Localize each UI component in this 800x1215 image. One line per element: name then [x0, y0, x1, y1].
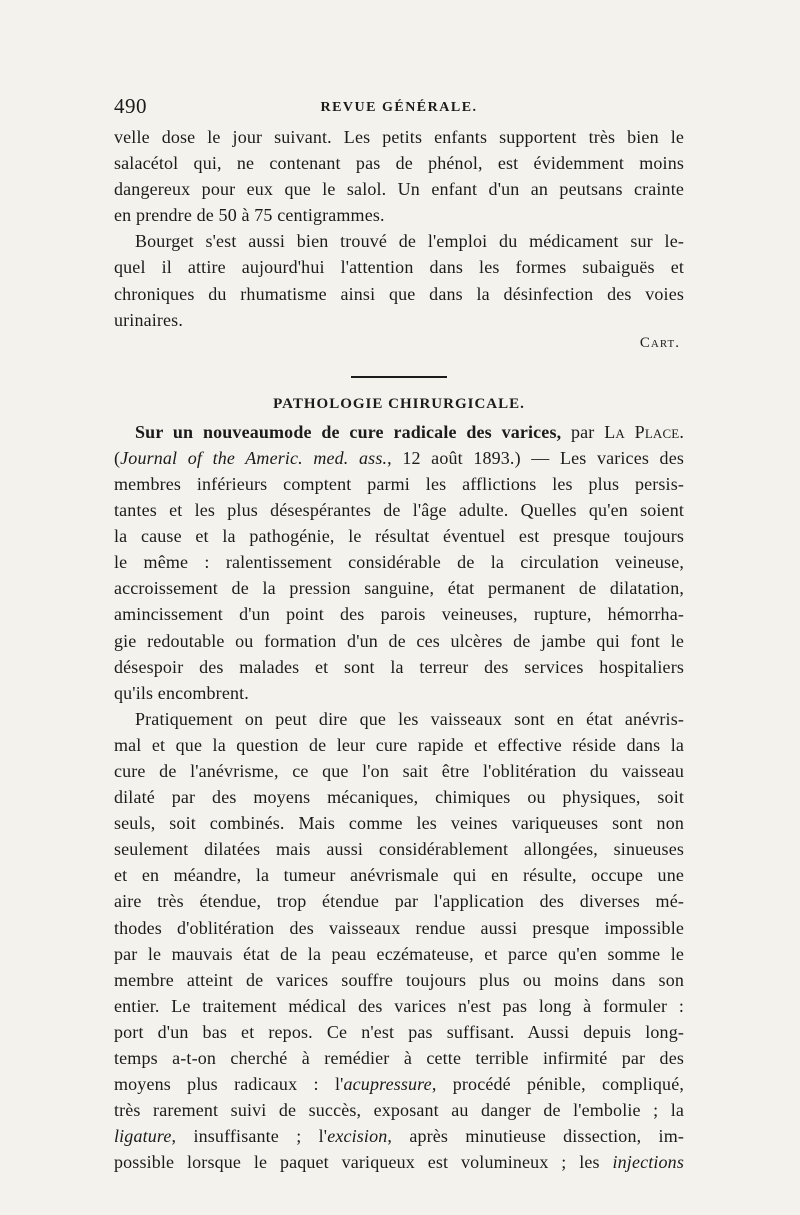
- text-line: qu'ils encombrent.: [114, 682, 249, 703]
- text-line: cure de l'anévrisme, ce que l'on sait être l'oblitération du vaisseau: [114, 760, 684, 781]
- paragraph-continued: [114, 124, 684, 228]
- text-line: la cause et la pathogénie, le résultat éventuel est presque toujours: [114, 526, 684, 547]
- journal-open-paren: (: [114, 447, 121, 468]
- byline-connector: par: [561, 421, 605, 442]
- journal-date: , 12 août 1893.) — Les varices des: [387, 447, 684, 468]
- text-line: [114, 1071, 684, 1097]
- text-line: salacétol qui, ne contenant pas de phénol, est évidemment moins: [114, 153, 684, 174]
- text-line: Pratiquement on peut dire que les vaisseaux sont en état anévris-: [135, 708, 684, 729]
- text-fragment: possible lorsque le paquet variqueux est volumineux ; les: [114, 1152, 613, 1173]
- page: [114, 92, 684, 1175]
- text-line: aire très étendue, trop étendue par l'application des diverses mé-: [114, 891, 684, 912]
- running-head: REVUE GÉNÉRALE.: [320, 100, 478, 115]
- page-header: [114, 92, 684, 124]
- text-line: mal et que la question de leur cure rapide et effective réside dans la: [114, 734, 684, 755]
- text-line: quel il attire aujourd'hui l'attention dans les formes subaiguës et: [114, 257, 684, 278]
- paragraph-article: [114, 419, 684, 706]
- section-divider: [351, 376, 447, 378]
- term-excision: excision: [327, 1126, 388, 1147]
- text-line: velle dose le jour suivant. Les petits enfants supportent très bien le: [114, 127, 684, 147]
- text-fragment: , procédé pénible, compliqué,: [431, 1074, 684, 1095]
- text-line: très rarement suivi de succès, exposant au danger de l'embolie ; la: [114, 1100, 684, 1121]
- term-ligature: ligature: [114, 1126, 172, 1147]
- section-title: PATHOLOGIE CHIRURGICALE.: [273, 395, 525, 412]
- text-line: [114, 445, 684, 471]
- text-line: amincissement d'un point des parois veineuses, rupture, hémorrha-: [114, 604, 684, 625]
- text-line: urinaires.: [114, 309, 183, 330]
- text-fragment: , après minutieuse dissection, im-: [387, 1126, 684, 1147]
- term-acupressure: acupressure: [343, 1074, 432, 1095]
- text-line: gie redoutable ou formation d'un de ces ulcères de jambe qui font le: [114, 630, 684, 651]
- journal-name: Journal of the Americ. med. ass.: [120, 447, 388, 468]
- term-injections: injections: [612, 1152, 684, 1173]
- text-line: le même : ralentissement considérable de la circulation veineuse,: [114, 552, 684, 573]
- paragraph-bourget: [114, 228, 684, 332]
- text-line: tantes et les plus désespérantes de l'âge adulte. Quelles qu'en soient: [114, 500, 684, 521]
- text-line: [114, 1123, 684, 1149]
- text-line: chroniques du rhumatisme ainsi que dans la désinfection des voies: [114, 283, 684, 304]
- text-line: dilaté par des moyens mécaniques, chimiques ou physiques, soit: [114, 787, 684, 808]
- text-line: entier. Le traitement médical des varices n'est pas long à formuler :: [114, 995, 684, 1016]
- signature-name: Cart.: [639, 334, 680, 351]
- article-title: Sur un nouveaumode de cure radicale des varices,: [135, 421, 562, 442]
- article-author: La Place.: [604, 421, 685, 442]
- text-line: seulement dilatées mais aussi considérablement allongées, sinueuses: [114, 839, 684, 860]
- text-line: par le mauvais état de la peau eczémateuse, et parce qu'en somme le: [114, 943, 684, 964]
- text-line: port d'un bas et repos. Ce n'est pas suffisant. Aussi depuis long-: [114, 1021, 684, 1042]
- text-line: et en méandre, la tumeur anévrismale qui en résulte, occupe une: [114, 865, 684, 886]
- text-line: [114, 419, 684, 445]
- text-line: seuls, soit combinés. Mais comme les veines variqueuses sont non: [114, 813, 684, 834]
- paragraph-pratiquement: [114, 706, 684, 1176]
- text-line: accroissement de la pression sanguine, état permanent de dilatation,: [114, 578, 684, 599]
- page-number: 490: [114, 94, 147, 118]
- text-line: dangereux pour eux que le salol. Un enfant d'un an peutsans crainte: [114, 179, 684, 200]
- text-fragment: moyens plus radicaux : l': [114, 1074, 344, 1095]
- text-line: Bourget s'est aussi bien trouvé de l'emploi du médicament sur le-: [135, 231, 684, 252]
- text-line: [114, 1149, 684, 1175]
- text-line: temps a-t-on cherché à remédier à cette terrible infirmité par des: [114, 1048, 684, 1068]
- text-line: désespoir des malades et sont la terreur des services hospitaliers: [114, 656, 684, 677]
- author-signature: [114, 335, 680, 359]
- text-line: thodes d'oblitération des vaisseaux rendue aussi presque impossible: [114, 917, 684, 938]
- text-line: en prendre de 50 à 75 centigrammes.: [114, 205, 385, 226]
- text-line: membres inférieurs comptent parmi les afflictions les plus persis-: [114, 473, 684, 494]
- text-fragment: , insuffisante ; l': [171, 1126, 328, 1147]
- text-line: membre atteint de varices souffre toujours plus ou moins dans son: [114, 969, 684, 990]
